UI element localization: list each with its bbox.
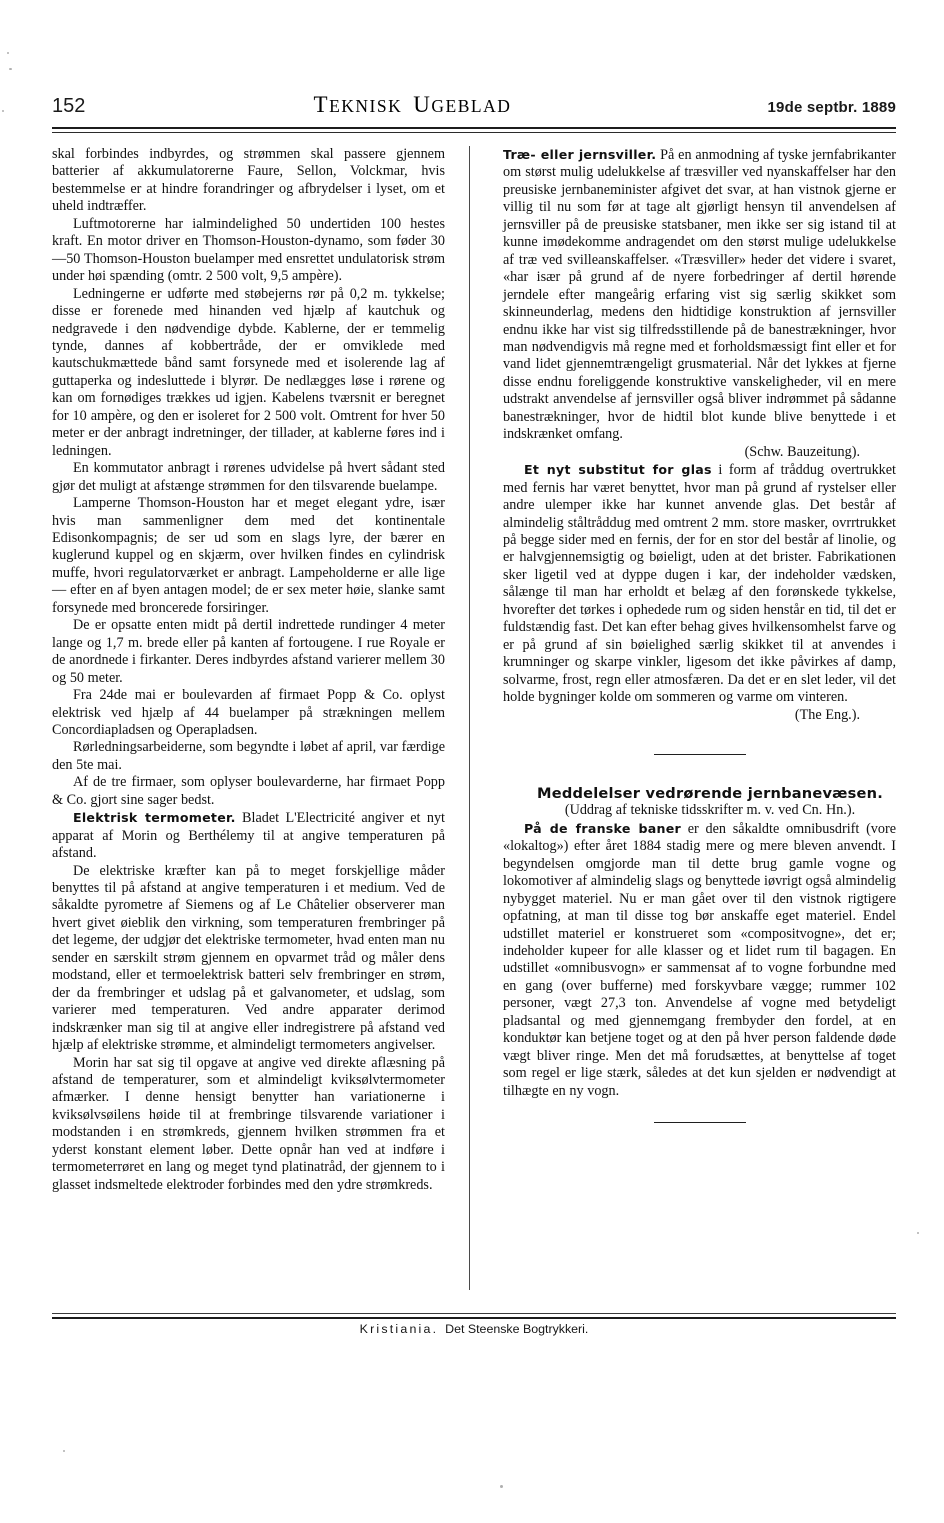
section-divider-rule-bottom: [654, 1122, 746, 1123]
colophon-place: Kristiania.: [359, 1322, 439, 1336]
paragraph: De er opsatte enten midt på dertil indrettede rundinger 4 meter lange og 1,7 m. brede eller på kanten af fortougene. I rue Royale er de anordnede i firkanter. Deres indbyrdes afstand varierer mellem 30 og 50 meter.: [52, 617, 445, 686]
scan-speckle: [63, 1450, 65, 1452]
scan-speckle: [2, 110, 4, 112]
paragraph: Luftmotorerne har ialmindelighed 50 undertiden 100 hestes kraft. En motor driver en Thomson-Houston-dynamo, som føder 30—50 Thomson-Houston buelamper med ensrettet undulatorisk strøm under høi spænding (omtr. 2 500 volt, 9,5 ampère).: [52, 215, 445, 285]
article-body-text: er den såkaldte omnibusdrift (vore «lokaltog») efter året 1884 stadig mere og mere bleven anvendt. I begyndelsen omgjorde man til dette brug gamle vogne og lokomotiver af almindelig slags og benyttede iøvrigt også almindelig nybygget materiel. Nu er man gået over til den vistnok rigtigere opfatning, at man til disse tog bør anskaffe eget materiel. Endel udstillet materiel er konstrueret som «compositvogne», det er; indeholder kupeer for alle klasser og et lidet rum til bagagen. En udstillet «omnibusvogn» er sammensat af to vogne forbundne med en gang (over bufferne) med forskyvbare vægge; rummer 102 personer, vægt 27,3 ton. Anvendelse af vogne med betydeligt pladsantal og med gjennemgang frembyder den fordel, at en konduktør kan betjene toget og at den på hver person faldende døde vægt bliver ringe. Men det må forudsættes, at benyttelse af toget som regel er lige stærk, således at det kun sjelden er nødvendigt at tilhægte en ny vogn.: [503, 820, 897, 1099]
scan-speckle: [500, 1485, 503, 1488]
runin-heading-trae-eller-jernsviller: Træ- eller jernsviller.: [503, 147, 657, 162]
article-french-railways: [503, 820, 896, 1100]
paragraph: Af de tre firmaer, som oplyser boulevarderne, har firmaet Popp & Co. gjort sine sager bedst.: [52, 774, 445, 808]
journal-title-initial-t: T: [313, 92, 330, 117]
section-heading-railway-notices: Meddelelser vedrørende jernbanevæsen.: [537, 784, 883, 802]
header-rule-thick: [52, 127, 896, 129]
paragraph: Morin har sat sig til opgave at angive ved direkte aflæsning på afstand de temperaturer, som et almindeligt kviksølvtermometer afmærker. I denne hensigt benytter han variationerne i kviksølvsøilens høide til at frembringe tilsvarende variationer i modstanden i en strømkreds, gjennem hvilken strømmen fra et yderst konstant element løber. Dette opnår han ved at indføre i termometerrøret en lang og meget tynd platinatråd, der gjennem to i glasset indsmeltede elektroder forbindes med den ydre strømkreds.: [52, 1054, 445, 1193]
journal-title-word1: EKNISK: [329, 96, 403, 116]
colophon-printer: Det Steenske Bogtrykkeri.: [445, 1322, 589, 1336]
article-glass-substitute: [503, 461, 896, 706]
journal-title-word2: GEBLAD: [431, 96, 512, 116]
section-divider-rule-top: [654, 754, 746, 755]
runin-heading-elektrisk-termometer: Elektrisk termometer.: [73, 810, 236, 826]
article-electric-thermometer: [52, 809, 445, 862]
footer-rule-thick: [52, 1317, 896, 1319]
scan-speckle: [9, 68, 12, 70]
masthead: [52, 92, 896, 126]
header-rule-thin: [52, 132, 896, 133]
scan-speckle: [7, 52, 9, 54]
left-column: [52, 146, 445, 1286]
article-lead-text: Bladet L'Electricité angiver et nyt apparat af Morin og Berthélemy til at angive temperaturen på afstand.: [52, 810, 445, 862]
article-wood-or-iron-sleepers: [503, 146, 896, 444]
issue-date: 19de septbr. 1889: [767, 99, 896, 116]
body-columns: [52, 146, 896, 1286]
article-source-schw-bauzeitung: (Schw. Bauzeitung).: [744, 443, 860, 460]
article-source-the-eng: (The Eng.).: [794, 706, 860, 723]
paragraph: Fra 24de mai er boulevarden af firmaet Popp & Co. oplyst elektrisk ved hjælp af 44 buelamper på strækningen mellem Concordiapladsen og Operapladsen.: [52, 687, 445, 738]
section-subheading-source-note: (Uddrag af tekniske tidsskrifter m. v. ved Cn. Hn.).: [564, 802, 856, 819]
article-lead-text: På en anmodning af tyske jernfabrikanter om størst mulig udelukkelse af træsviller ved nyanskaffelser har den preusiske jernbaneminister afgivet det svar, at han vistnok gjerne er villig til nu som før at tage alt gjørligt hensyn til anvendelsen af jernsviller på de preusiske statsbaner, men ikke ser sig istand til at kunne imødekomme andragendet om den størst mulige udelukkelse af træ ved svilleanskaffelser. «Træsviller» heder det videre i svaret, «har især på grund af de nyere forbedringer af dertil hørende jerndele efter mangeårig erfaring vist sig særlig skikket som skinneunderlag, medens den hidtidige konstruktion af jernsviller endnu ikke har vist sig tilfredsstillende på de banestrækninger, hvor man nødvendigvis må regne med et forholdsmæssigt fint eller et for vand lidet gjennemtrængeligt grusmaterial. Når det lykkes at fjerne disse endnu foreliggende konstruktive vanskeligheder, vil en mere udstrakt anvendelse af jernsviller også bliver indrømmet på sådanne banestrækninger, hvor de hidtil blot kunde blive benyttede i et indskrænket omfang.: [503, 147, 896, 443]
right-column: [503, 146, 896, 1286]
colophon: [52, 1322, 896, 1336]
paragraph: Lamperne Thomson-Houston har et meget elegant ydre, især hvis man sammenligner dem med det kontinentale Edisonkompagnis; de ser ud som en slags lyre, der bærer en kuglerund kuppel og en skjærm, over hvilken findes en cylindrisk muffe, hvori regulatorværket er anbragt. Lampeholderne er alle lige — efter en af byen antagen model; de er sex meter høie, slanke samt forsynede med broncerede forsiringer.: [52, 495, 445, 616]
paragraph: De elektriske kræfter kan på to meget forskjellige måder benyttes til på afstand at angive temperaturen i et medium. Ved de såkaldte pyrometre af Siemens og af Le Châtelier observerer man hvert givet øieblik den virkning, som temperaturen frembringer på det legeme, der udgjør det elektriske termometer, hvad enten man nu sender en særskilt strøm gjennem en opvarmet tråd og måler dens modstand, eller et termoelektrisk batteri selv frembringer en strøm, der da frembringer et udslag på et galvanometer, et udslag, som varierer med temperaturen. Ved andre apparater derimod indskrænker man sig til at angive eller indregistrere på afstand ved hjælp af elektriske strømme, et almindeligt termometers angivelser.: [52, 862, 445, 1054]
paragraph: skal forbindes indbyrdes, og strømmen skal passere gjennem batterier af akkumulatorerne Faure, Sellon, Volckmar, hvis bestemmelse er at hindre forandringer og afbrydelser i lyset, om et uheld indtræffer.: [52, 146, 445, 215]
article-lead-text: i form af tråddug overtrukket med fernis har været benyttet, hvor man på grund af rystelser eller andre ulemper ikke har kunnet anvende glas. Det består af almindelig ståltråddug med omtrent 2 mm. store masker, ovrrtrukket på begge sider med en fernis, der for en stor del består af linolie, og er halvgjennemsigtig og bøieligt, uden at det brister. Fabrikationen sker ligetil ved at dyppe dugen i kar, der indeholder vædsken, sålænge til man har erholdt et belæg af den forønskede tykkelse, hvorefter det tørkes i ophedede rum og siden henstår en tid, til det er fuldstændig fast. Det kan efter behag gives hvilkensomhelst farve og er på grund af sin bøielighed særlig skikket til at anvendes i krumninger og skarpe vinkler, ligesom det ikke påvirkes af damp, solvarme, frost, regn eller atmosfæren. Da det er en slet leder, vil det holde bygninger kolde om sommeren og varme om vinteren.: [503, 462, 896, 706]
journal-title: [314, 92, 512, 118]
runin-heading-pa-de-franske-baner: På de franske baner: [524, 820, 681, 836]
paragraph: Ledningerne er udførte med støbejerns rør på 0,2 m. tykkelse; disse er forenede med hinanden ved hjælp af kautchuk og nedgravede i den nødvendige dybde. Kablerne, der er temmelig tynde, dannes af kobbertråde, der er omviklede med kautschukmættede bånd samt forsynede med et isolerende lag af guttaperka og indesluttede i blyrør. De nedlægges løse i rørene og kan om fornødiges trækkes ud igjen. Kabelens tværsnit er beregnet for 10 ampère, og den er isoleret for 2 500 volt. Omtrent for hver 50 meter er der anbragt indretninger, der tillader, at kablerne føres ind i ledningen.: [52, 285, 445, 459]
runin-heading-et-nyt-substitut-for-glas: Et nyt substitut for glas: [524, 462, 712, 478]
paragraph: Rørledningsarbeiderne, som begyndte i løbet af april, var færdige den 5te mai.: [52, 739, 445, 773]
page-folio: 152: [52, 95, 86, 117]
footer-rule-thin: [52, 1313, 896, 1314]
paragraph: En kommutator anbragt i rørenes udvidelse på hvert sådant sted gjør det muligt at afstænge strømmen for den tilsvarende buelampe.: [52, 460, 445, 494]
scan-speckle: [917, 1232, 919, 1234]
journal-title-initial-u: U: [413, 92, 432, 117]
